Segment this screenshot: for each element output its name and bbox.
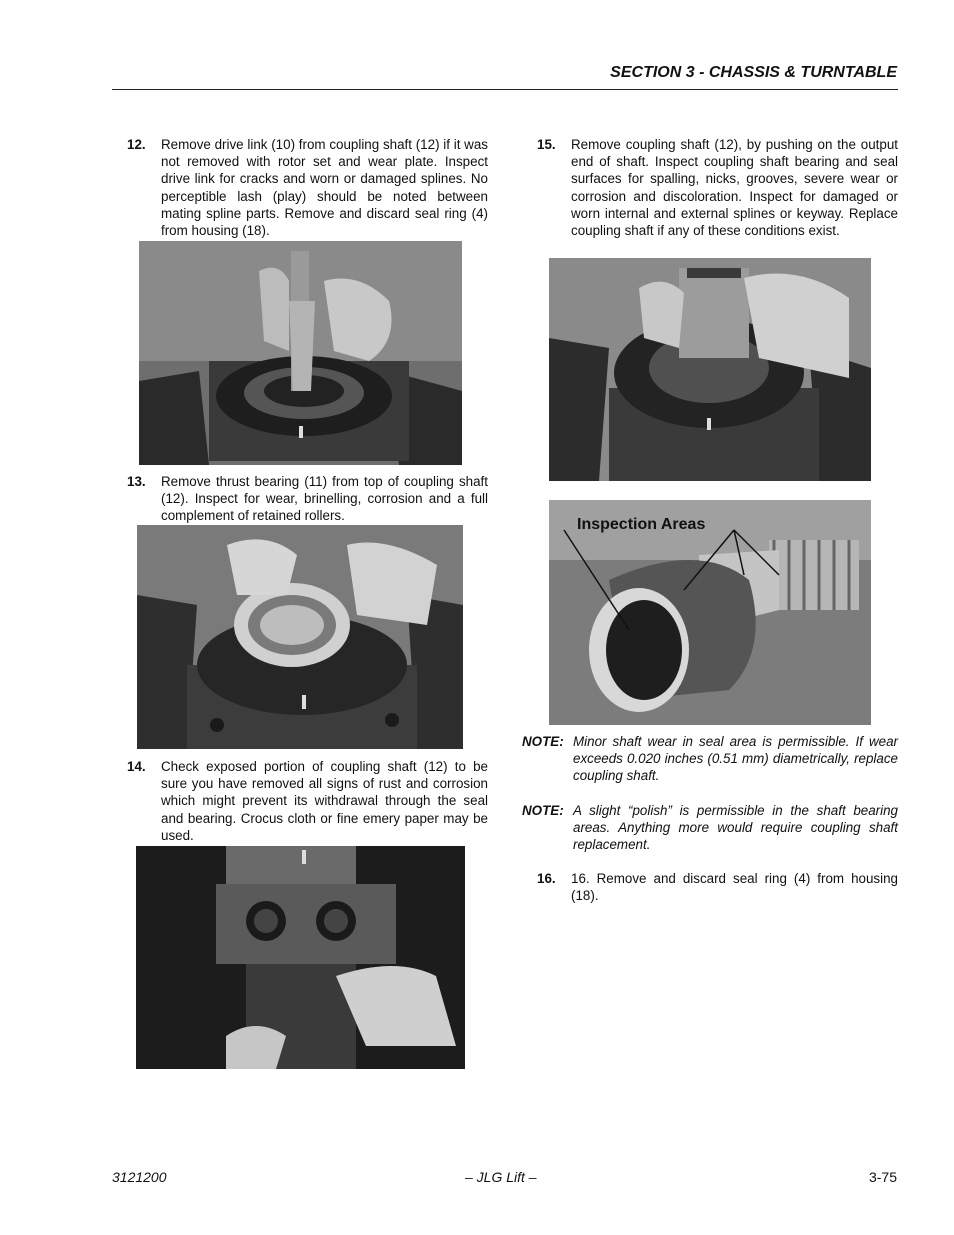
step-number: 15. [537,137,556,152]
photo-inspection-areas [549,500,871,725]
step-13 [127,473,488,525]
note-label: NOTE: [522,803,564,818]
step-text: Check exposed portion of coupling shaft (12) to be sure you have removed all signs of rust and corrosion which might prevent its withdrawal through the seal and bearing. Crocus cloth or fine emery paper may be used. [161,759,488,843]
step-number: 13. [127,474,146,489]
inspection-areas-label: Inspection Areas [577,516,706,533]
photo-drive-link-removal [139,241,462,465]
photo-thrust-bearing [137,525,463,749]
note-shaft-wear [522,733,898,785]
photo-coupling-shaft-removal [549,258,871,481]
step-number: 12. [127,137,146,152]
section-header-title: SECTION 3 - CHASSIS & TURNTABLE [610,64,897,81]
footer-doc-number: 3121200 [112,1169,167,1185]
note-label: NOTE: [522,734,564,749]
step-15 [537,136,898,239]
step-text: 16. Remove and discard seal ring (4) from housing (18). [571,871,898,904]
step-text: Remove drive link (10) from coupling shaft (12) if it was not removed with rotor set and wear plate. Inspect drive link for cracks and worn or damaged splines. No perceptible lash (play) should be noted between mating spline parts. Remove and discard seal ring (4) from housing (18). [161,137,488,239]
note-text: Minor shaft wear in seal area is permissible. If wear exceeds 0.020 inches (0.51 mm) diametrically, replace coupling shaft. [573,734,898,784]
footer-publisher: – JLG Lift – [465,1169,537,1185]
step-text: Remove thrust bearing (11) from top of coupling shaft (12). Inspect for wear, brinelling, corrosion and a full complement of retained rollers. [161,474,488,524]
photo-shaft-cleaning [136,846,465,1069]
step-text: Remove coupling shaft (12), by pushing on the output end of shaft. Inspect coupling shaft bearing and seal surfaces for spalling, nicks, grooves, severe wear or corrosion and discoloration. Inspect for damaged or worn internal and external splines or keyway. Replace coupling shaft if any of these conditions exist. [571,137,898,239]
header-rule [112,89,898,90]
note-polish [522,802,898,854]
step-number: 16. [537,871,556,886]
note-text: A slight “polish” is permissible in the shaft bearing areas. Anything more would require coupling shaft replacement. [573,803,898,853]
step-14 [127,758,488,844]
step-number: 14. [127,759,146,774]
step-12 [127,136,488,239]
step-16 [537,870,898,904]
footer-page-number: 3-75 [868,1169,897,1185]
